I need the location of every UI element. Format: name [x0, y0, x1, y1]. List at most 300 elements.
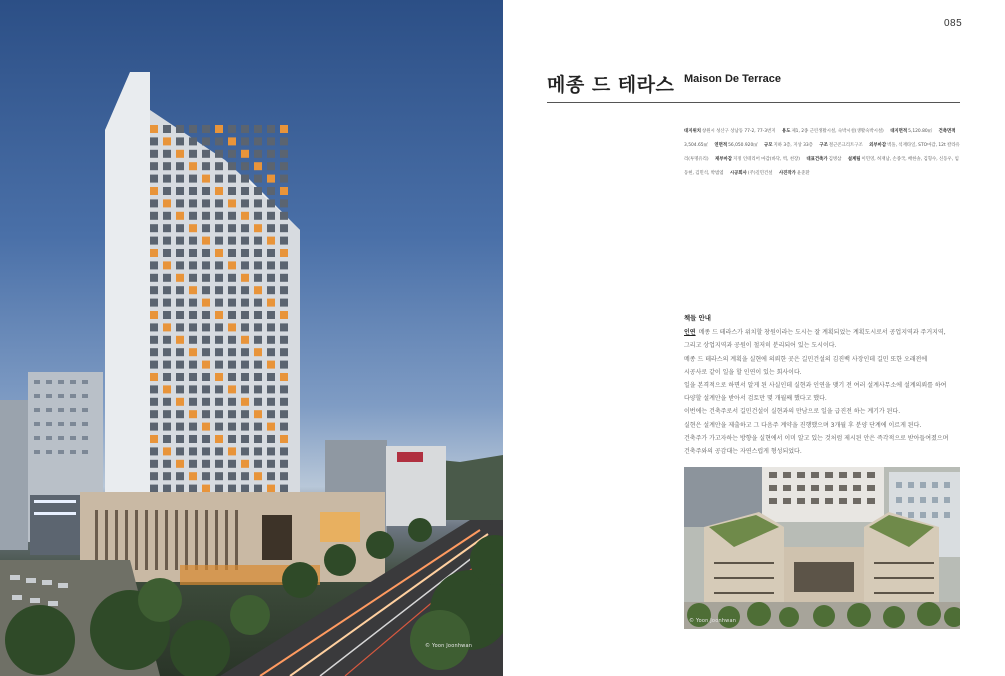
tower-window: [215, 447, 223, 455]
tower-window: [163, 224, 171, 232]
meta-item: [819, 143, 862, 148]
tower-window: [241, 137, 249, 145]
tower-window: [280, 410, 288, 418]
tower-window: [215, 261, 223, 269]
tower-window: [150, 299, 158, 307]
tower-window: [189, 311, 197, 319]
tower-window: [267, 311, 275, 319]
tower-window: [254, 485, 262, 493]
tower-window: [189, 423, 197, 431]
tower-window: [280, 125, 288, 133]
tower-window: [267, 212, 275, 220]
tower-window: [241, 336, 249, 344]
tower-window: [215, 137, 223, 145]
tower-window: [189, 249, 197, 257]
tower-window: [215, 199, 223, 207]
description-text: 실현은 설계안을 제출하고 그 다음주 계약을 진행했으며 3개월 후 분양 단계에 이르게 된다.: [684, 421, 922, 429]
tower-window: [150, 224, 158, 232]
tower-window: [150, 485, 158, 493]
tower-window: [228, 385, 236, 393]
description-text: 메종 드 테라스의 계획을 실현에 의뢰한 곳은 길민건설의 김진백 사장인데 길민 또한 오래전에: [684, 355, 928, 363]
photo-credit-left: © Yoon Joonhwan: [425, 643, 473, 649]
meta-label: 설계팀: [847, 157, 861, 162]
meta-item: [764, 143, 813, 148]
tower-window: [176, 460, 184, 468]
tower-window: [150, 472, 158, 480]
tower-window: [202, 435, 210, 443]
tower-window: [176, 348, 184, 356]
photo-credit-right: © Yoon Joonhwan: [689, 618, 737, 624]
tower-window: [202, 472, 210, 480]
tower-window: [189, 373, 197, 381]
tower-window: [189, 199, 197, 207]
tower-window: [267, 472, 275, 480]
description-line: [684, 366, 962, 379]
tower-window: [202, 460, 210, 468]
meta-value: 3,504.65㎡: [684, 143, 708, 148]
tower-window: [176, 286, 184, 294]
tower-window: [267, 150, 275, 158]
tower-window: [202, 299, 210, 307]
tower-window: [215, 237, 223, 245]
tower-window: [202, 125, 210, 133]
tower-window: [241, 435, 249, 443]
tower-window: [163, 286, 171, 294]
aerial-photo-illustration: [684, 467, 960, 629]
tower-window: [150, 237, 158, 245]
meta-item: [715, 157, 800, 162]
tower-window: [228, 187, 236, 195]
description-text: 시공사로 같이 일을 할 인연이 있는 회사이다.: [684, 368, 802, 376]
tower-window: [189, 323, 197, 331]
tower-window: [163, 373, 171, 381]
tower-window: [215, 423, 223, 431]
tower-window: [267, 286, 275, 294]
tower-window: [280, 224, 288, 232]
tower-window: [202, 485, 210, 493]
tower-window: [150, 447, 158, 455]
tower-window: [267, 224, 275, 232]
meta-item: [684, 129, 776, 134]
description-line: [684, 405, 962, 418]
tower-window: [202, 249, 210, 257]
tower-window: [280, 460, 288, 468]
tower-window: [241, 187, 249, 195]
tower-window: [228, 472, 236, 480]
tower-window: [228, 212, 236, 220]
tower-window: [163, 447, 171, 455]
tower-window: [163, 385, 171, 393]
tower-window: [189, 162, 197, 170]
tower-window: [163, 187, 171, 195]
tower-window: [176, 212, 184, 220]
tower-window: [163, 311, 171, 319]
tower-window: [176, 175, 184, 183]
tower-window: [176, 323, 184, 331]
tower-window: [267, 460, 275, 468]
tower-window: [215, 323, 223, 331]
tower-window: [202, 199, 210, 207]
tower-window: [163, 435, 171, 443]
tower-window: [163, 299, 171, 307]
tower-window: [189, 348, 197, 356]
tower-window: [150, 323, 158, 331]
tower-window: [215, 410, 223, 418]
tower-window: [189, 261, 197, 269]
tower-window: [280, 311, 288, 319]
meta-label: 외부마감: [869, 143, 887, 148]
description-line: [684, 326, 962, 339]
tower-window: [241, 299, 249, 307]
tower-window: [280, 212, 288, 220]
tower-window: [163, 237, 171, 245]
tower-window: [163, 460, 171, 468]
tower-window: [267, 485, 275, 493]
description-text: 일을 본격적으로 하면서 알게 된 사실인데 실현과 인연을 맺기 전 여러 설계사무소에 설계의뢰를 하여: [684, 382, 947, 390]
tower-window: [150, 398, 158, 406]
tower-window: [215, 212, 223, 220]
tower-window: [176, 187, 184, 195]
description-text: 건축주와의 공감대는 자연스럽게 형성되었다.: [684, 448, 802, 456]
tower-window: [215, 348, 223, 356]
tower-window: [267, 373, 275, 381]
tower-window: [189, 274, 197, 282]
tower-window: [176, 299, 184, 307]
tower-window: [254, 137, 262, 145]
tower-window: [254, 423, 262, 431]
tower-window: [189, 336, 197, 344]
tower-window: [254, 299, 262, 307]
tower-window: [267, 261, 275, 269]
tower-window: [280, 187, 288, 195]
tower-window: [228, 410, 236, 418]
tower-window: [228, 398, 236, 406]
tower-window: [163, 137, 171, 145]
tower-window: [254, 237, 262, 245]
tower-window: [241, 311, 249, 319]
tower-window: [189, 125, 197, 133]
project-description: [684, 312, 962, 458]
tower-window: [163, 472, 171, 480]
tower-window: [150, 410, 158, 418]
tower-window: [280, 398, 288, 406]
tower-window: [202, 385, 210, 393]
meta-item: [782, 129, 884, 134]
meta-value: 김병삼: [828, 157, 842, 162]
tower-window: [163, 485, 171, 493]
tower-window: [254, 212, 262, 220]
meta-label: 구조: [819, 143, 828, 148]
tower-window: [280, 150, 288, 158]
tower-window: [215, 385, 223, 393]
tower-window: [254, 187, 262, 195]
tower-window: [241, 385, 249, 393]
tower-window: [267, 125, 275, 133]
tower-window: [163, 410, 171, 418]
tower-window: [163, 150, 171, 158]
meta-label: 대표건축가: [806, 157, 828, 162]
tower-window: [254, 410, 262, 418]
tower-window: [176, 162, 184, 170]
tower-window: [215, 299, 223, 307]
tower-window: [150, 249, 158, 257]
tower-window: [254, 460, 262, 468]
tower-window: [163, 361, 171, 369]
meta-value: (주)길민건설: [747, 171, 773, 176]
meta-value: 56,050.920㎡: [728, 143, 758, 148]
tower-window: [189, 410, 197, 418]
tower-window: [241, 162, 249, 170]
tower-window: [150, 361, 158, 369]
tower-window: [189, 286, 197, 294]
tower-window: [150, 150, 158, 158]
tower-window: [176, 150, 184, 158]
tower-window: [228, 224, 236, 232]
meta-value: 벽돌, 석재타일, STO마감, 12t 칼라유리(투명유리): [684, 143, 960, 162]
tower-window: [202, 175, 210, 183]
tower-window: [202, 410, 210, 418]
tower-window: [280, 249, 288, 257]
description-line: [684, 445, 962, 458]
tower-window: [150, 385, 158, 393]
tower-window: [176, 447, 184, 455]
tower-window: [254, 224, 262, 232]
tower-window: [228, 274, 236, 282]
tower-window: [280, 286, 288, 294]
tower-window: [215, 311, 223, 319]
tower-window: [267, 447, 275, 455]
tower-window: [150, 162, 158, 170]
tower-window: [241, 175, 249, 183]
tower-window: [189, 237, 197, 245]
tower-window: [215, 175, 223, 183]
tower-window: [241, 361, 249, 369]
tower-window: [202, 261, 210, 269]
description-line: [684, 339, 962, 352]
tower-window: [150, 175, 158, 183]
tower-window: [202, 224, 210, 232]
tower-window: [267, 410, 275, 418]
tower-window: [280, 261, 288, 269]
tower-window: [228, 323, 236, 331]
description-text: 메종 드 테라스가 위치할 창원이라는 도시는 잘 계획되었는 계획도시로서 공업지역과 주거지역,: [698, 329, 946, 337]
tower-window: [163, 423, 171, 431]
tower-window: [150, 423, 158, 431]
tower-window: [280, 447, 288, 455]
project-metadata: [684, 125, 961, 181]
tower-window: [254, 286, 262, 294]
meta-item: [806, 157, 841, 162]
tower-window: [254, 162, 262, 170]
tower-window: [267, 274, 275, 282]
tower-window: [150, 261, 158, 269]
tower-window: [241, 447, 249, 455]
tower-window: [150, 187, 158, 195]
meta-value: 철근콘크리트구조: [828, 143, 863, 148]
tower-window: [280, 137, 288, 145]
tower-window: [176, 472, 184, 480]
page-number: 085: [944, 18, 963, 29]
tower-window: [176, 423, 184, 431]
tower-window: [163, 398, 171, 406]
tower-window: [202, 187, 210, 195]
tower-window: [215, 125, 223, 133]
tower-window: [202, 212, 210, 220]
tower-window: [228, 373, 236, 381]
tower-window: [176, 373, 184, 381]
tower-window: [228, 237, 236, 245]
meta-value: 이민영, 허재남, 손종국, 배한솔, 김형수, 신동우, 임동현, 김민석, 박범엽: [684, 157, 959, 176]
description-line: [684, 419, 962, 432]
tower-window: [202, 162, 210, 170]
tower-window: [254, 435, 262, 443]
tower-window: [254, 348, 262, 356]
tower-window: [228, 485, 236, 493]
tower-window: [202, 423, 210, 431]
tower-window: [228, 299, 236, 307]
tower-window: [267, 175, 275, 183]
tower-window: [241, 249, 249, 257]
tower-window: [176, 336, 184, 344]
tower-window: [254, 175, 262, 183]
tower-window: [215, 274, 223, 282]
meta-value: 지하 3층, 지상 33층: [773, 143, 813, 148]
tower-window: [150, 435, 158, 443]
tower-window: [280, 237, 288, 245]
tower-window: [254, 125, 262, 133]
tower-window: [150, 373, 158, 381]
tower-window: [176, 398, 184, 406]
tower-window: [189, 398, 197, 406]
tower-window: [215, 224, 223, 232]
tower-window: [163, 261, 171, 269]
tower-window: [267, 348, 275, 356]
tower-window: [280, 361, 288, 369]
meta-label: 재부마감: [715, 157, 733, 162]
tower-window: [241, 224, 249, 232]
tower-window: [267, 435, 275, 443]
tower-window: [254, 274, 262, 282]
tower-window: [215, 286, 223, 294]
tower-window: [280, 348, 288, 356]
tower-window: [189, 447, 197, 455]
tower-window: [228, 336, 236, 344]
description-text: 다양할 설계안을 받아서 검토만 몇 개월째 했다고 했다.: [684, 395, 827, 403]
tower-window: [176, 410, 184, 418]
tower-window: [202, 323, 210, 331]
tower-window: [280, 385, 288, 393]
tower-window: [241, 261, 249, 269]
tower-window: [215, 373, 223, 381]
meta-label: 연면적: [714, 143, 728, 148]
meta-value: 지정 인테리어 마감(바닥, 벽, 천장): [733, 157, 800, 162]
tower-window: [228, 311, 236, 319]
tower-window: [176, 125, 184, 133]
tower-window: [228, 125, 236, 133]
tower-window: [202, 373, 210, 381]
tower-window: [202, 286, 210, 294]
tower-window: [254, 336, 262, 344]
tower-window: [241, 150, 249, 158]
tower-window: [241, 373, 249, 381]
tower-window: [176, 224, 184, 232]
tower-window: [280, 423, 288, 431]
description-line: [684, 432, 962, 445]
tower-window: [254, 323, 262, 331]
tower-window: [176, 361, 184, 369]
tower-window: [228, 249, 236, 257]
project-title-english: Maison De Terrace: [684, 73, 782, 85]
meta-label: 시공회사: [729, 171, 747, 176]
description-line: [684, 379, 962, 392]
tower-window: [254, 373, 262, 381]
tower-window: [254, 398, 262, 406]
tower-window: [202, 447, 210, 455]
tower-window: [267, 299, 275, 307]
tower-window: [228, 175, 236, 183]
tower-window: [163, 125, 171, 133]
tower-window: [202, 361, 210, 369]
tower-window: [267, 323, 275, 331]
tower-window: [267, 137, 275, 145]
tower-window: [228, 261, 236, 269]
meta-label: 건축면적: [938, 129, 956, 134]
description-lead: 인연: [684, 329, 696, 337]
tower-window: [267, 385, 275, 393]
tower-window: [228, 435, 236, 443]
tower-window: [280, 199, 288, 207]
tower-window: [254, 249, 262, 257]
tower-window: [163, 348, 171, 356]
tower-window: [280, 323, 288, 331]
tower-window: [215, 249, 223, 257]
tower-window: [189, 175, 197, 183]
tower-window: [228, 361, 236, 369]
tower-window: [163, 249, 171, 257]
meta-label: 규모: [764, 143, 773, 148]
tower-window: [215, 485, 223, 493]
meta-label: 사진작가: [778, 171, 796, 176]
description-line: [684, 353, 962, 366]
meta-label: 대지위치: [684, 129, 701, 134]
tower-window: [202, 137, 210, 145]
tower-window: [228, 199, 236, 207]
tower-window: [215, 435, 223, 443]
tower-window: [189, 485, 197, 493]
tower-window: [267, 187, 275, 195]
tower-window: [163, 323, 171, 331]
tower-window: [150, 274, 158, 282]
tower-window: [150, 212, 158, 220]
meta-item: [890, 129, 932, 134]
tower-window: [189, 212, 197, 220]
tower-window: [176, 261, 184, 269]
tower-window: [241, 398, 249, 406]
section-heading: 책들 안내: [684, 314, 711, 322]
tower-window: [189, 299, 197, 307]
meta-label: 용도: [781, 129, 791, 134]
tower-window: [150, 336, 158, 344]
tower-window: [228, 286, 236, 294]
tower-window: [241, 212, 249, 220]
tower-window: [267, 361, 275, 369]
tower-window: [254, 385, 262, 393]
meta-value: 창원시 성산구 상남동 77-2, 77-3번지: [701, 129, 776, 134]
tower-window: [254, 261, 262, 269]
tower-window: [176, 199, 184, 207]
tower-window: [176, 485, 184, 493]
tower-window: [241, 199, 249, 207]
